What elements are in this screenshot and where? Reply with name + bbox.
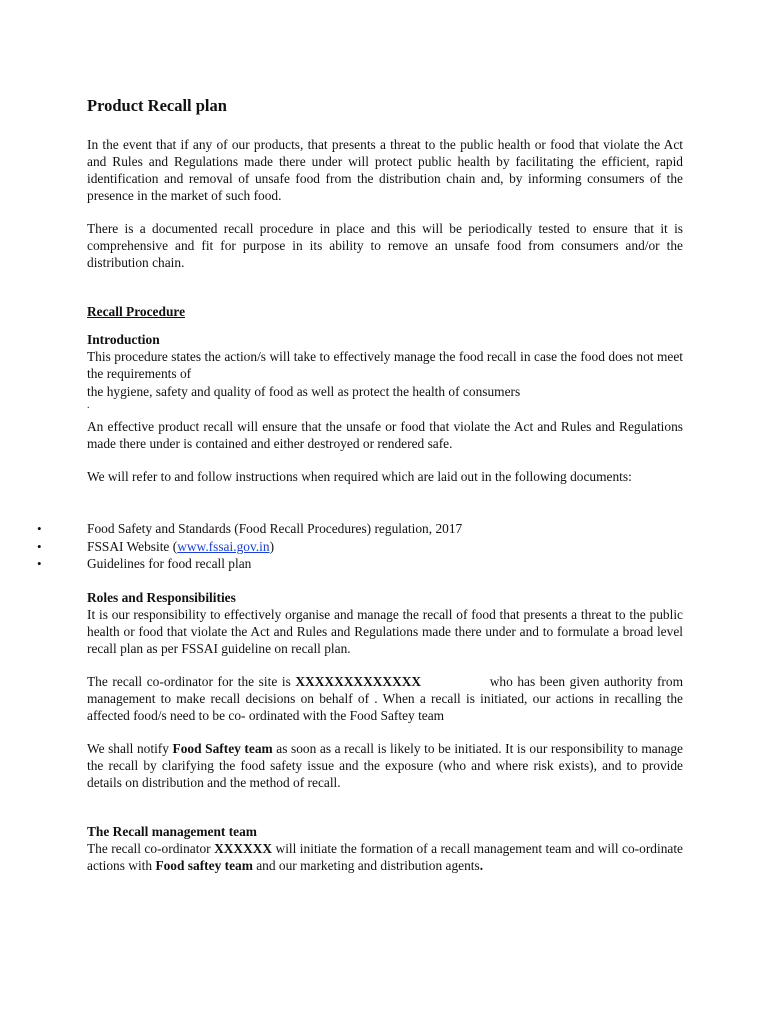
list-item-text: Food Safety and Standards (Food Recall Procedures) regulation, 2017 [87, 521, 463, 536]
list-item [37, 520, 683, 537]
management-paragraph [87, 840, 683, 874]
introduction-heading: Introduction [87, 332, 160, 347]
introduction-paragraph-1: This procedure states the action/s will take to effectively manage the food recall in case the food does not meet the requirements of [87, 349, 683, 381]
management-heading: The Recall management team [87, 824, 257, 839]
bullet-icon: • [37, 556, 42, 571]
coordinator-name: XXXXXXXXXXXXX [295, 674, 422, 689]
list-item [37, 538, 683, 555]
fssai-website-link[interactable]: www.fssai.gov.in [177, 539, 270, 554]
list-item-text-suffix: ) [269, 539, 275, 554]
list-item-text: FSSAI Website ( [87, 539, 178, 554]
roles-p2-text-a: The recall co-ordinator for the site is [87, 674, 296, 689]
mgmt-text-b: will initiate the formation of a recall management team and will co-ordinate actions with [87, 841, 683, 873]
recall-procedure-heading: Recall Procedure [87, 304, 186, 319]
roles-p3-text-b: as soon as a recall is likely to be initiated. It is our responsibility to manage the recall by clarifying the food safety issue and the exposure (who and where risk exists), and to provide details on distribution and the method of recall. [87, 741, 683, 790]
stray-period: . [87, 400, 90, 411]
roles-paragraph-1: It is our responsibility to effectively organise and manage the recall of food that presents a threat to the public health or food that violate the Act and Rules and Regulations made there under and to formulate a broad level recall plan as per FSSAI guideline on recall plan. [87, 607, 683, 656]
mgmt-text-c: and our marketing and distribution agents [252, 858, 480, 873]
introduction-paragraph-2: An effective product recall will ensure that the unsafe or food that violate the Act and Rules and Regulations made there under is contained and either destroyed or rendered safe. [87, 419, 683, 451]
roles-p2-text-b: who has been given authority from management to make recall decisions on behalf of . When a recall is initiated, our actions in recalling the affected food/s need to be co- ordinated with the Food Saftey team [87, 674, 683, 723]
intro-paragraph-2: There is a documented recall procedure in place and this will be periodically tested to ensure that it is comprehensive and fit for purpose in its ability to remove an unsafe food from consumers and/or the distribution chain. [87, 221, 683, 270]
mgmt-end-period: . [479, 858, 484, 873]
introduction-paragraph-1b: the hygiene, safety and quality of food as well as protect the health of consumers [87, 384, 521, 399]
coordinator-name-short: XXXXXX [214, 841, 273, 856]
roles-heading: Roles and Responsibilities [87, 590, 236, 605]
roles-paragraph-2 [87, 673, 683, 724]
food-safety-team-label: Food Saftey team [172, 741, 273, 756]
list-item [37, 555, 683, 572]
bullet-icon: • [37, 521, 42, 536]
intro-paragraph-1: In the event that if any of our products, that presents a threat to the public health or food that violate the Act and Rules and Regulations made there under will protect public health by facilitating the efficient, rapid identification and removal of unsafe food from the distribution chain and, by informing consumers of the presence in the market of such food. [87, 137, 683, 203]
roles-paragraph-3 [87, 740, 683, 791]
introduction-paragraph-3: We will refer to and follow instructions when required which are laid out in the following documents: [87, 469, 632, 484]
roles-p3-text-a: We shall notify [87, 741, 173, 756]
food-safety-team-label-2: Food saftey team [155, 858, 253, 873]
page-title: Product Recall plan [87, 96, 227, 115]
bullet-icon: • [37, 539, 42, 554]
list-item-text: Guidelines for food recall plan [87, 556, 252, 571]
mgmt-text-a: The recall co-ordinator [87, 841, 215, 856]
